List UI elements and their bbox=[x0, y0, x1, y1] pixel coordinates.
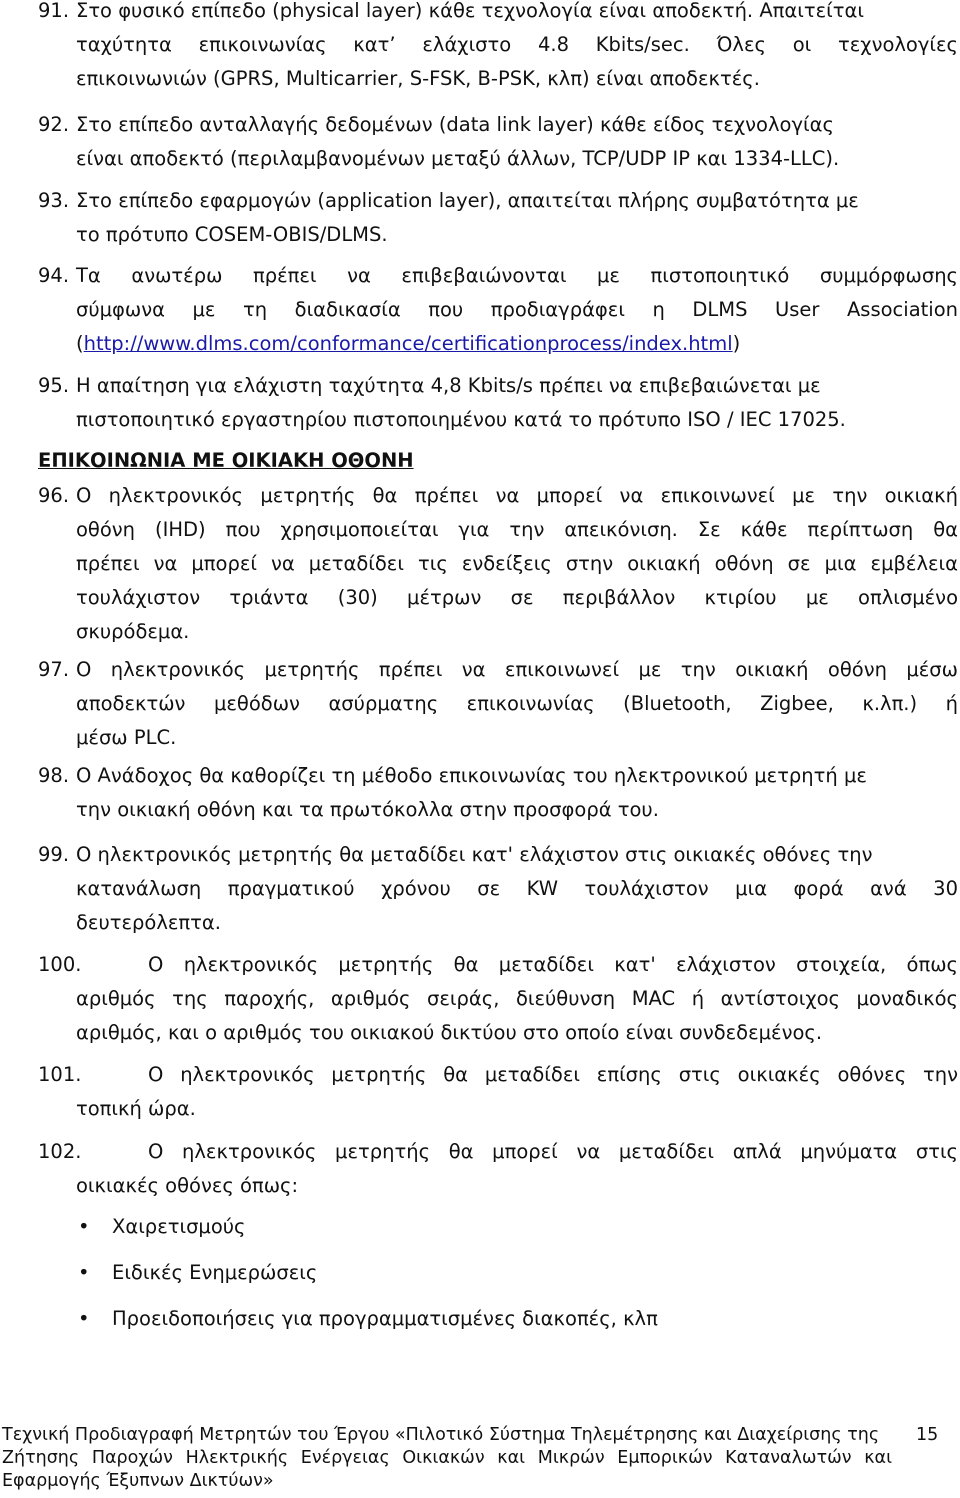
item-line: αριθμός, και ο αριθμός του οικιακού δικτύου στο οποίο είναι συνδεδεμένος. bbox=[76, 1021, 823, 1044]
item-number: 98. bbox=[38, 764, 70, 787]
requirement-99 bbox=[38, 838, 958, 940]
item-line: οικιακές οθόνες όπως: bbox=[76, 1174, 299, 1197]
item-line: ταχύτητα επικοινωνίας κατ’ ελάχιστο 4.8 Kbits/sec. Όλες οι τεχνολογίες bbox=[76, 33, 958, 56]
item-line: Στο επίπεδο ανταλλαγής δεδομένων (data link layer) κάθε είδος τεχνολογίας bbox=[76, 113, 834, 136]
bullet-icon: • bbox=[78, 1215, 90, 1238]
item-line: Ο ηλεκτρονικός μετρητής θα μεταδίδει επίσης στις οικιακές οθόνες την bbox=[148, 1063, 958, 1086]
item-line: αποδεκτών μεθόδων ασύρματης επικοινωνίας (Bluetooth, Zigbee, κ.λπ.) ή bbox=[76, 692, 958, 715]
footer-line: Ζήτησης Παροχών Ηλεκτρικής Ενέργειας Οικιακών και Μικρών Εμπορικών Καταναλωτών και bbox=[2, 1448, 892, 1468]
bullet-icon: • bbox=[78, 1261, 90, 1284]
item-number: 102. bbox=[38, 1140, 82, 1163]
requirement-102 bbox=[38, 1135, 958, 1203]
item-number: 96. bbox=[38, 484, 70, 507]
requirement-94 bbox=[38, 259, 958, 361]
list-item bbox=[78, 1256, 938, 1302]
requirement-92 bbox=[38, 108, 958, 176]
item-line: δευτερόλεπτα. bbox=[76, 911, 221, 934]
item-line: Η απαίτηση για ελάχιστη ταχύτητα 4,8 Kbits/s πρέπει να επιβεβαιώνεται με bbox=[76, 374, 821, 397]
list-item bbox=[78, 1210, 938, 1256]
item-number: 93. bbox=[38, 189, 70, 212]
item-line: κατανάλωση πραγματικού χρόνου σε KW τουλάχιστον μια φορά ανά 30 bbox=[76, 877, 958, 900]
item-line: Ο Ανάδοχος θα καθορίζει τη μέθοδο επικοινωνίας του ηλεκτρονικού μετρητή με bbox=[76, 764, 867, 787]
item-line: τοπική ώρα. bbox=[76, 1097, 196, 1120]
page-number: 15 bbox=[916, 1425, 939, 1445]
page-footer bbox=[0, 1424, 960, 1493]
item-number: 97. bbox=[38, 658, 70, 681]
item-line: Ο ηλεκτρονικός μετρητής θα μεταδίδει κατ' ελάχιστον στις οικιακές οθόνες την bbox=[76, 843, 873, 866]
item-line: οθόνη (IHD) που χρησιμοποιείται για την απεικόνιση. Σε κάθε περίπτωση θα bbox=[76, 518, 958, 541]
link-line: (http://www.dlms.com/conformance/certificationprocess/index.html) bbox=[76, 332, 741, 355]
item-line: Ο ηλεκτρονικός μετρητής θα μεταδίδει κατ' ελάχιστον στοιχεία, όπως bbox=[148, 953, 958, 976]
item-number: 91. bbox=[38, 0, 70, 22]
item-number: 99. bbox=[38, 843, 70, 866]
item-line: την οικιακή οθόνη και τα πρωτόκολλα στην προσφορά του. bbox=[76, 798, 659, 821]
requirement-100 bbox=[38, 948, 958, 1050]
item-number: 100. bbox=[38, 953, 82, 976]
item-line: Τα ανωτέρω πρέπει να επιβεβαιώνονται με πιστοποιητικό συμμόρφωσης bbox=[76, 264, 958, 287]
requirement-98 bbox=[38, 759, 958, 827]
requirement-93 bbox=[38, 184, 958, 252]
item-number: 94. bbox=[38, 264, 70, 287]
bullet-icon: • bbox=[78, 1307, 90, 1330]
item-line: μέσω PLC. bbox=[76, 726, 177, 749]
item-number: 92. bbox=[38, 113, 70, 136]
item-line: σύμφωνα με τη διαδικασία που προδιαγράφει η DLMS User Association bbox=[76, 298, 958, 321]
requirement-95 bbox=[38, 369, 958, 437]
item-line: Στο φυσικό επίπεδο (physical layer) κάθε τεχνολογία είναι αποδεκτή. Απαιτείται bbox=[76, 0, 864, 22]
list-item-text: Ειδικές Ενημερώσεις bbox=[112, 1261, 318, 1284]
item-line: πιστοποιητικό εργαστηρίου πιστοποιημένου κατά το πρότυπο ISO / IEC 17025. bbox=[76, 408, 846, 431]
requirement-91 bbox=[38, 0, 958, 96]
item-line: το πρότυπο COSEM-OBIS/DLMS. bbox=[76, 223, 388, 246]
item-line: σκυρόδεμα. bbox=[76, 620, 190, 643]
item-number: 101. bbox=[38, 1063, 82, 1086]
requirement-97 bbox=[38, 653, 958, 755]
list-item-text: Προειδοποιήσεις για προγραμματισμένες διακοπές, κλπ bbox=[112, 1307, 658, 1330]
section-heading: ΕΠΙΚΟΙΝΩΝΙΑ ΜΕ ΟΙΚΙΑΚΗ ΟΘΟΝΗ bbox=[38, 449, 414, 472]
footer-line: Τεχνική Προδιαγραφή Μετρητών του Έργου «Πιλοτικό Σύστημα Τηλεμέτρησης και Διαχείρισης της bbox=[2, 1425, 880, 1445]
item-line: αριθμός της παροχής, αριθμός σειράς, διεύθυνση MAC ή αντίστοιχος μοναδικός bbox=[76, 987, 958, 1010]
requirement-101 bbox=[38, 1058, 958, 1126]
item-line: επικοινωνιών (GPRS, Multicarrier, S-FSK, B-PSK, κλπ) είναι αποδεκτές. bbox=[76, 67, 760, 90]
item-line: Στο επίπεδο εφαρμογών (application layer), απαιτείται πλήρης συμβατότητα με bbox=[76, 189, 859, 212]
item-line: πρέπει να μπορεί να μεταδίδει τις ενδείξεις στην οικιακή οθόνη σε μια εμβέλεια bbox=[76, 552, 958, 575]
requirement-96 bbox=[38, 479, 958, 649]
list-item bbox=[78, 1302, 938, 1348]
item-line: Ο ηλεκτρονικός μετρητής πρέπει να επικοινωνεί με την οικιακή οθόνη μέσω bbox=[76, 658, 958, 681]
list-item-text: Χαιρετισμούς bbox=[112, 1215, 246, 1238]
item-line: Ο ηλεκτρονικός μετρητής θα πρέπει να μπορεί να επικοινωνεί με την οικιακή bbox=[76, 484, 958, 507]
bullet-list bbox=[78, 1210, 938, 1348]
item-line: είναι αποδεκτό (περιλαμβανομένων μεταξύ άλλων, TCP/UDP IP και 1334-LLC). bbox=[76, 147, 840, 170]
dlms-certification-link[interactable]: http://www.dlms.com/conformance/certificationprocess/index.html bbox=[83, 332, 733, 355]
footer-line: Εφαρμογής Έξυπνων Δικτύων» bbox=[2, 1471, 274, 1491]
item-number: 95. bbox=[38, 374, 70, 397]
item-line: τουλάχιστον τριάντα (30) μέτρων σε περιβάλλον κτιρίου με οπλισμένο bbox=[76, 586, 958, 609]
item-line: Ο ηλεκτρονικός μετρητής θα μπορεί να μεταδίδει απλά μηνύματα στις bbox=[148, 1140, 958, 1163]
